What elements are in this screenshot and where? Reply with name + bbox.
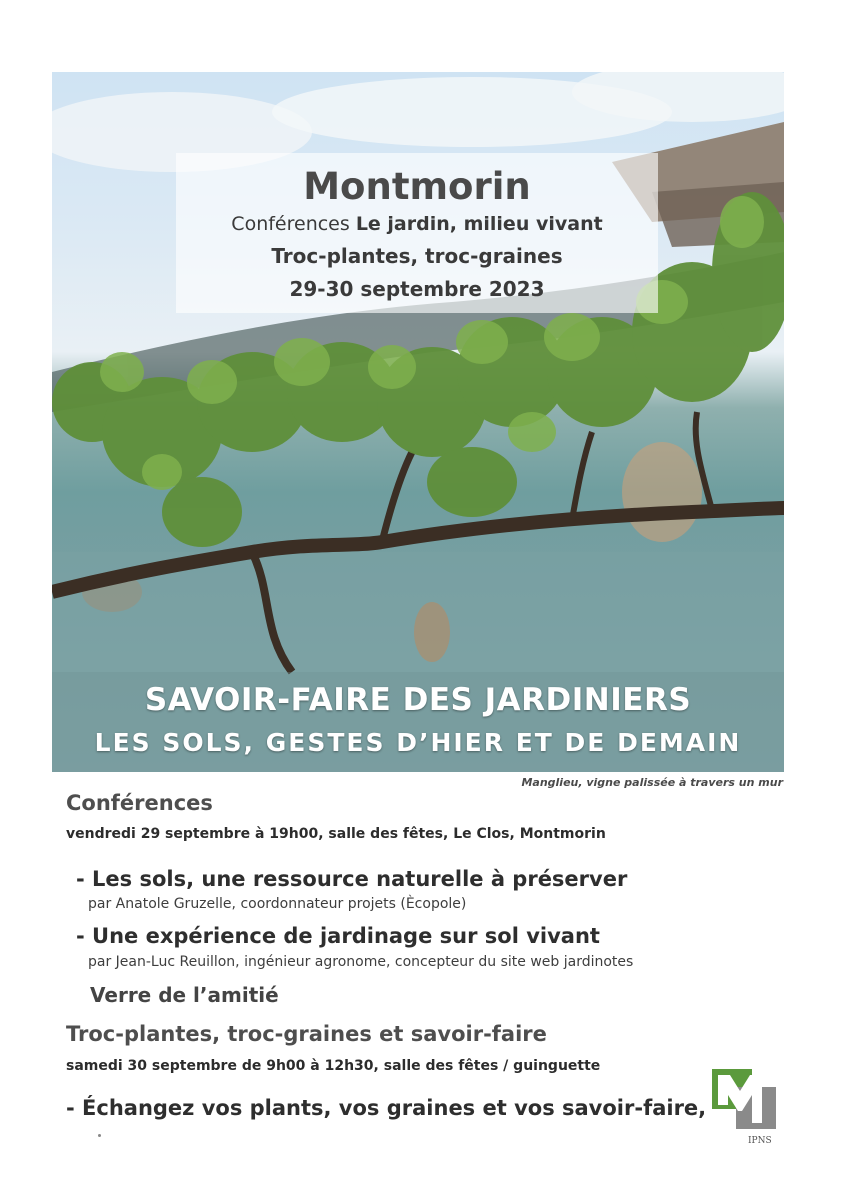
troc-heading: Troc-plantes, troc-graines et savoir-faire: [66, 1022, 547, 1046]
troc-schedule: samedi 30 septembre de 9h00 à 12h30, salle des fêtes / guinguette: [66, 1058, 601, 1074]
troc-subtitle: Troc-plantes, troc-graines: [271, 244, 563, 268]
talk-2-title: - Une expérience de jardinage sur sol vivant: [76, 924, 600, 948]
talk-2-speaker: par Jean-Luc Reuillon, ingénieur agronome, concepteur du site web jardinotes: [88, 954, 634, 970]
town-title: Montmorin: [303, 165, 531, 208]
conferences-heading: Conférences: [66, 791, 213, 815]
banner-subheadline: LES SOLS, GESTES D’HIER ET DE DEMAIN: [94, 728, 742, 757]
event-dates: 29-30 septembre 2023: [289, 277, 545, 301]
troc-item: - Échangez vos plants, vos graines et vos savoir-faire,: [66, 1096, 707, 1120]
m-logo-icon: [710, 1065, 778, 1131]
conferences-schedule: vendredi 29 septembre à 19h00, salle des fêtes, Le Clos, Montmorin: [66, 826, 606, 842]
conference-subtitle: [176, 213, 658, 235]
scan-speck: [98, 1134, 101, 1137]
banner-headline: SAVOIR-FAIRE DES JARDINIERS: [144, 682, 692, 718]
talk-1-title: - Les sols, une ressource naturelle à préserver: [76, 867, 628, 891]
title-panel: [176, 153, 658, 313]
photo-caption: Manglieu, vigne palissée à travers un mur: [521, 776, 783, 789]
conference-theme: Le jardin, milieu vivant: [355, 213, 603, 235]
ipns-label: IPNS: [748, 1136, 772, 1146]
closing-drinks: Verre de l’amitié: [90, 983, 279, 1007]
talk-1-speaker: par Anatole Gruzelle, coordonnateur projets (Ècopole): [88, 896, 467, 912]
conference-prefix: Conférences: [231, 213, 356, 235]
